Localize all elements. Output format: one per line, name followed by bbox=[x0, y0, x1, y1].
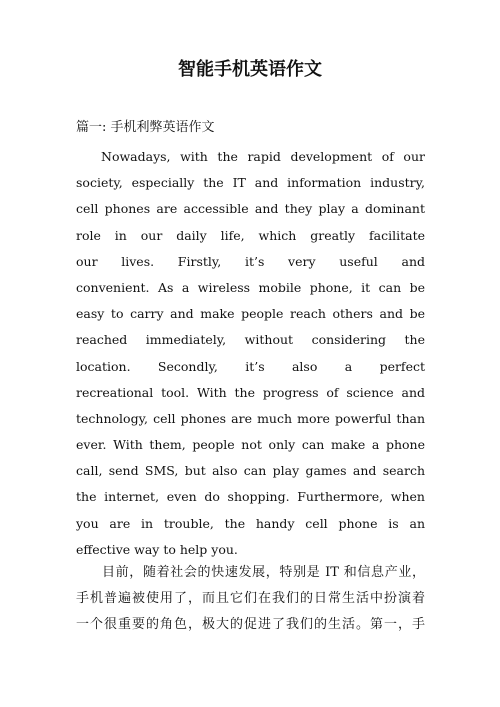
paragraph-line: our lives. Firstly, it’s very useful and bbox=[76, 253, 425, 269]
section-heading: 篇一: 手机利弊英语作文 bbox=[76, 120, 215, 135]
paragraph-line: 一个很重要的角色，极大的促进了我们的生活。第一，手 bbox=[76, 617, 425, 633]
paragraph-line: you are in trouble, the handy cell phone is an bbox=[76, 515, 425, 531]
paragraph-line: reached immediately, without considering the bbox=[76, 332, 425, 348]
paragraph-line: cell phones are accessible and they play a dominant bbox=[76, 201, 425, 217]
paragraph-line: call, send SMS, but also can play games and search bbox=[76, 463, 425, 479]
paragraph-line: easy to carry and make people reach others and be bbox=[76, 306, 425, 322]
english-paragraph bbox=[76, 144, 425, 563]
paragraph-line: role in our daily life, which greatly facilitate bbox=[76, 227, 425, 243]
paragraph-line: recreational tool. With the progress of science and bbox=[76, 384, 425, 400]
paragraph-line: the internet, even do shopping. Furthermore, when bbox=[76, 489, 425, 505]
paragraph-line: convenient. As a wireless mobile phone, it can be bbox=[76, 279, 425, 295]
chinese-paragraph bbox=[76, 560, 425, 639]
paragraph-line: 目前，随着社会的快速发展，特别是 IT 和信息产业， bbox=[102, 565, 425, 580]
paragraph-line: Nowadays, with the rapid development of our bbox=[101, 149, 425, 164]
paragraph-line: technology, cell phones are much more powerful than bbox=[76, 410, 425, 426]
paragraph-line: location. Secondly, it’s also a perfect bbox=[76, 358, 425, 374]
paragraph-line: society, especially the IT and information industry, bbox=[76, 175, 425, 191]
page-title: 智能手机英语作文 bbox=[178, 59, 322, 80]
paragraph-line: effective way to help you. bbox=[76, 541, 238, 557]
paragraph-line: 手机普遍被使用了，而且它们在我们的日常生活中扮演着 bbox=[76, 591, 425, 607]
paragraph-line: ever. With them, people not only can make a phone bbox=[76, 437, 425, 453]
